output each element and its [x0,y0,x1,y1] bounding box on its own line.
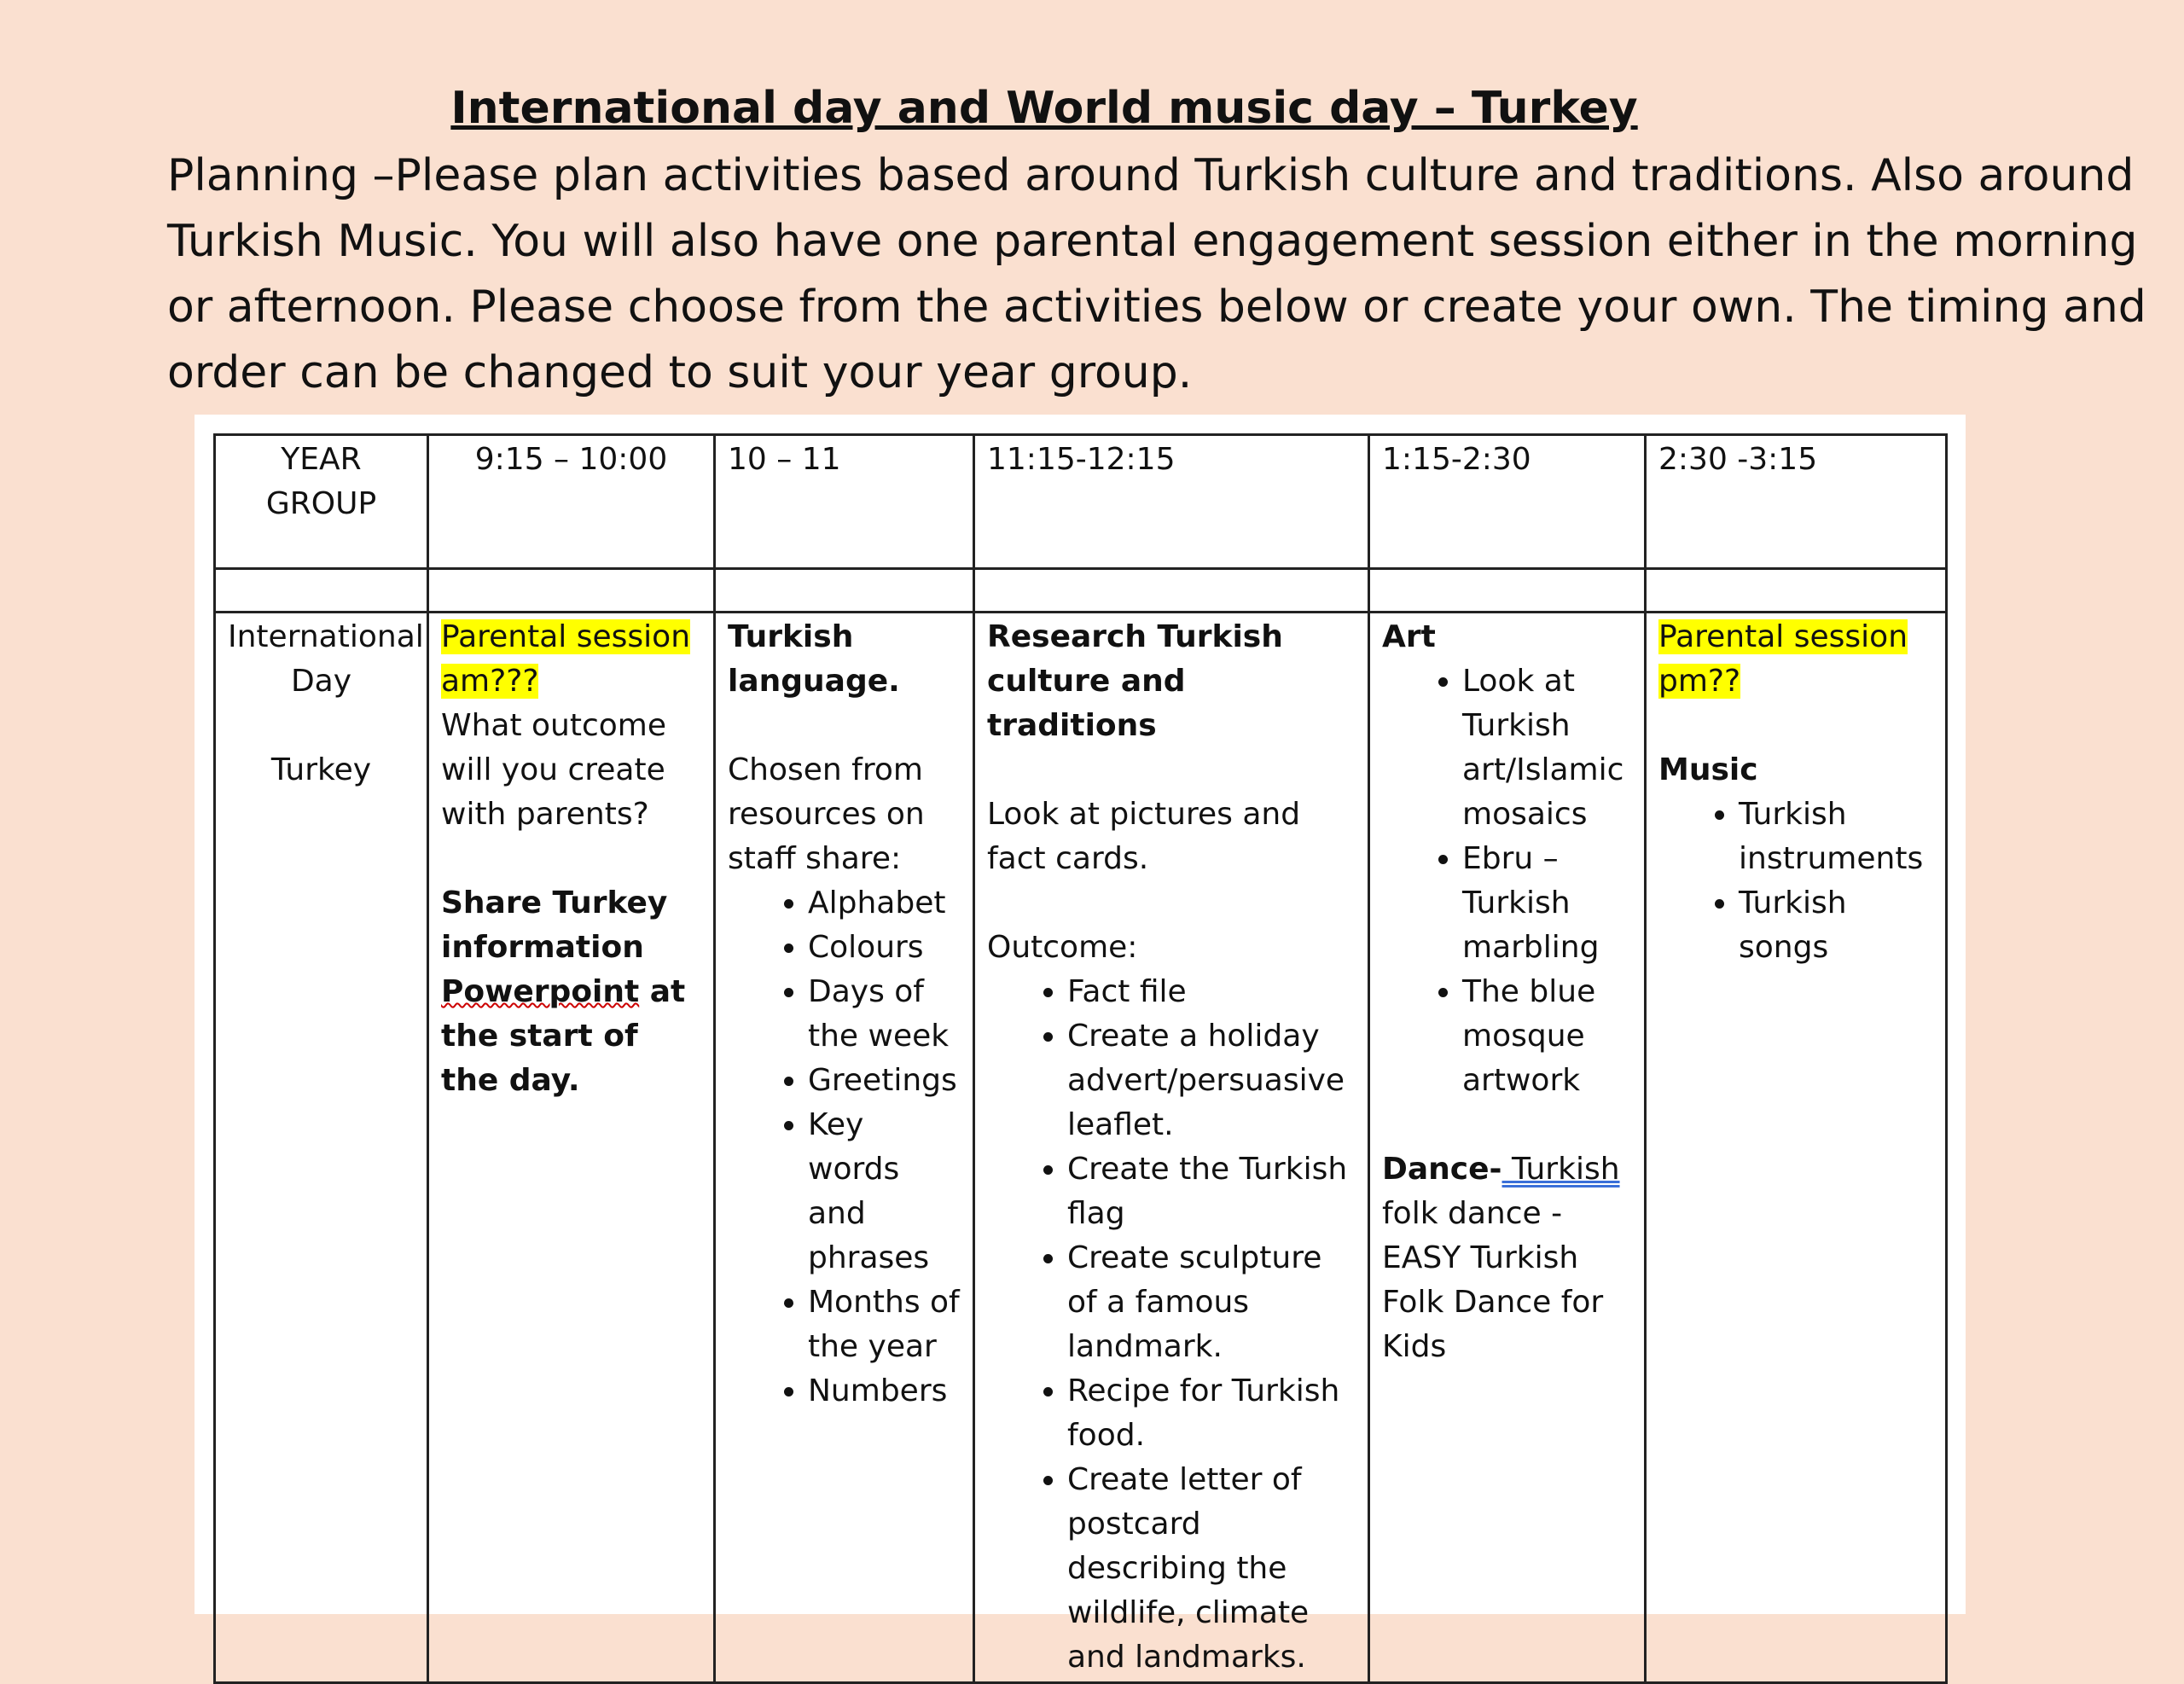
slot-1-cell [428,613,715,1683]
dance-note: Dance- Turkish folk dance - EASY Turkish Folk Dance for Kids [1382,1152,1620,1364]
planning-table [213,433,1948,1684]
page-title-text: International day and World music day – Turkey [450,83,1638,134]
header-row [215,435,1947,569]
header-slot-5: 2:30 -3:15 [1646,435,1947,569]
list-item: • Recipe for Turkish food. [1067,1369,1356,1458]
powerpoint-word: Powerpoint [441,974,640,1009]
outcome-list [987,970,1356,1680]
share-powerpoint-note: Share Turkey information Powerpoint at the start of the day. [441,886,686,1098]
year-group-country: Turkey [270,752,372,787]
turkish-folk-dance-link[interactable]: Turkish [1502,1152,1620,1187]
year-group-cell [215,613,428,1683]
outcome-label: Outcome: [987,930,1138,965]
spacer-row [215,569,1947,613]
list-item: • Look at Turkish art/Islamic mosaics [1462,659,1632,837]
music-heading: Music [1658,752,1758,787]
art-heading: Art [1382,619,1436,654]
slot-4-cell [1369,613,1646,1683]
slot-5-cell [1646,613,1947,1683]
list-item: • Key words and phrases [808,1103,961,1280]
list-item: • The blue mosque artwork [1462,970,1632,1103]
list-item: • Create sculpture of a famous landmark. [1067,1236,1356,1369]
header-year-group: YEAR GROUP [215,435,428,569]
slot-3-text: Look at pictures and fact cards. [987,797,1301,876]
header-slot-4: 1:15-2:30 [1369,435,1646,569]
list-item: • Fact file [1067,970,1356,1014]
parental-session-am-highlight: Parental session am??? [441,619,691,699]
slot-2-cell [715,613,974,1683]
international-day-row [215,613,1947,1683]
music-list [1658,793,1933,970]
slot-3-cell [974,613,1369,1683]
turkish-language-heading: Turkish language. [728,619,900,699]
list-item: • Turkish instruments [1739,793,1933,881]
list-item: • Ebru – Turkish marbling [1462,837,1632,970]
list-item: • Numbers [808,1369,961,1414]
slot-1-text: What outcome will you create with parents? [441,708,667,832]
parental-session-pm-highlight: Parental session pm?? [1658,619,1908,699]
list-item: • Turkish songs [1739,881,1933,970]
list-item: • Greetings [808,1059,961,1103]
header-slot-2: 10 – 11 [715,435,974,569]
slot-2-text: Chosen from resources on staff share: [728,752,925,876]
list-item: • Create a holiday advert/persuasive leaflet. [1067,1014,1356,1147]
document-sheet [195,415,1966,1675]
page-title [0,78,2184,138]
art-list [1382,659,1632,1103]
research-heading: Research Turkish culture and traditions [987,619,1283,743]
list-item: • Create the Turkish flag [1067,1147,1356,1236]
planning-intro: Planning –Please plan activities based around Turkish culture and traditions. Also around Turkish Music. You will also have one parental engagement session either in the morning or afternoon. Please choose from the activities below or create your own. The timing and order can be changed to suit your year group. [167,150,2146,398]
dance-label: Dance- [1382,1152,1502,1187]
list-item: • Days of the week [808,970,961,1059]
list-item: • Colours [808,926,961,970]
language-list [728,881,961,1414]
list-item: • Alphabet [808,881,961,926]
year-group-label: International Day [228,619,424,699]
header-slot-3: 11:15-12:15 [974,435,1369,569]
list-item: • Months of the year [808,1280,961,1369]
header-slot-1: 9:15 – 10:00 [428,435,715,569]
list-item: • Create letter of postcard describing the wildlife, climate and landmarks. [1067,1458,1356,1680]
